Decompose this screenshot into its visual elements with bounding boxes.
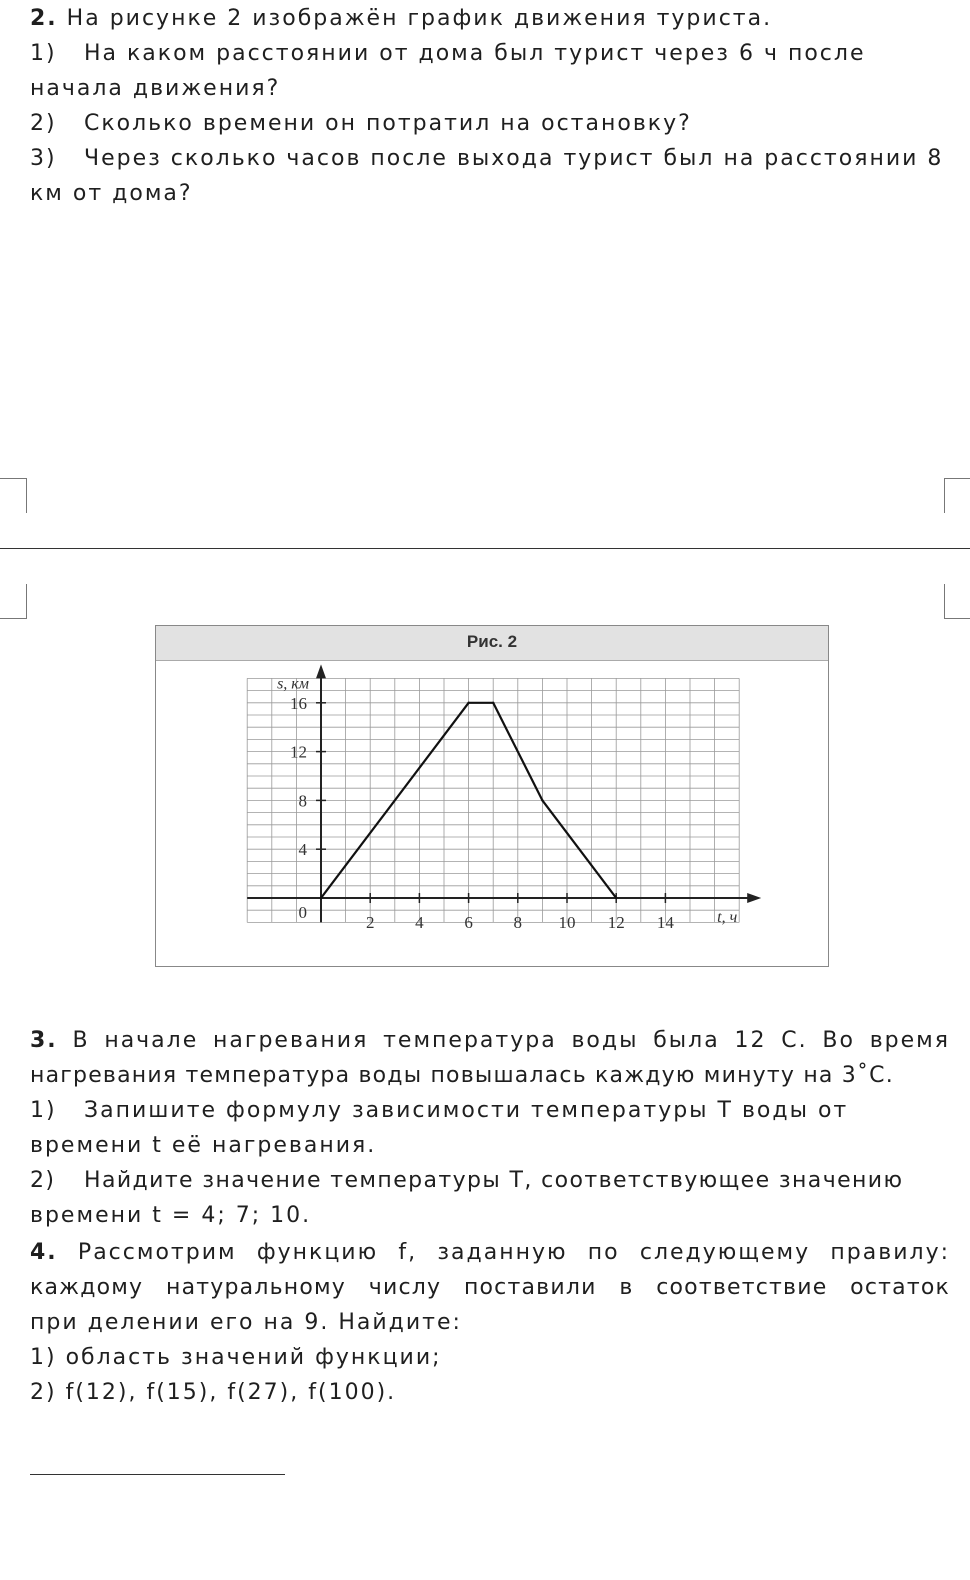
page-corner-top-left — [0, 584, 27, 619]
task3-q2-number: 2) — [30, 1168, 56, 1193]
x-tick-label: 4 — [415, 913, 424, 932]
task4-number: 4. — [30, 1240, 58, 1265]
task3-text1: В начале нагревания температура воды была 12 С. Во время — [72, 1028, 950, 1053]
task3-number: 3. — [30, 1028, 58, 1053]
task3-line2: нагревания температура воды повышалась каждую минуту на 3˚С. — [30, 1063, 894, 1088]
task3-q1-continued: времени t её нагревания. — [30, 1133, 377, 1158]
page-separator — [0, 548, 970, 549]
x-tick-label: 10 — [558, 913, 576, 932]
task3-line1 — [30, 1026, 950, 1056]
series-point — [467, 702, 469, 704]
task3-q2-line — [30, 1166, 950, 1196]
figure-2 — [155, 625, 829, 967]
task2-q3-number: 3) — [30, 146, 57, 171]
x-tick-label: 12 — [607, 913, 625, 932]
task2-q1-continued: начала движения? — [30, 76, 281, 101]
task2-number: 2. — [30, 6, 58, 31]
distance-time-chart — [156, 626, 828, 966]
task3-q2-text: Найдите значение температуры T, соответствующее значению — [84, 1168, 904, 1193]
y-tick-label: 12 — [290, 742, 307, 762]
task4-line1 — [30, 1238, 950, 1268]
task3-q1-text: Запишите формулу зависимости температуры T воды от — [84, 1098, 849, 1123]
task2-q1-line — [30, 39, 950, 69]
origin-label: 0 — [298, 903, 307, 922]
task3-q1-line — [30, 1096, 950, 1126]
series-point — [492, 702, 494, 704]
footnote-rule — [30, 1474, 285, 1475]
task4-line2: каждому натуральному числу поставили в соответствие остаток — [30, 1275, 950, 1300]
x-axis-label: t, ч — [717, 909, 738, 926]
task2-q3-text: Через сколько часов после выхода турист был на расстоянии 8 — [84, 146, 944, 171]
page-corner-bottom-right — [944, 478, 970, 513]
y-axis-arrow — [316, 664, 326, 678]
task2-title: На рисунке 2 изображён график движения туриста. — [66, 6, 773, 31]
task2-q2-line — [30, 109, 950, 139]
task4-line3: при делении его на 9. Найдите: — [30, 1310, 462, 1335]
task2-q1-number: 1) — [30, 41, 57, 66]
task3-q2-continued: времени t = 4; 7; 10. — [30, 1203, 312, 1228]
page-corner-bottom-left — [0, 478, 27, 513]
x-tick-label: 6 — [464, 913, 473, 932]
x-tick-label: 14 — [656, 913, 674, 932]
y-axis-label: s, км — [277, 675, 309, 693]
series-point — [541, 799, 543, 801]
page-corner-top-right — [944, 584, 970, 619]
task2-q3-continued: км от дома? — [30, 181, 193, 206]
figure-caption: Рис. 2 — [466, 632, 518, 651]
task2-q2-text: Сколько времени он потратил на остановку? — [84, 111, 692, 136]
x-tick-label: 8 — [513, 913, 523, 932]
task2-q1-text: На каком расстоянии от дома был турист через 6 ч после — [84, 41, 866, 66]
y-tick-label: 4 — [298, 840, 307, 860]
y-tick-label: 16 — [290, 693, 307, 713]
x-axis-arrow — [747, 893, 761, 903]
task4-q1: 1) область значений функции; — [30, 1345, 442, 1370]
series-point — [320, 897, 322, 899]
task2-title-line — [30, 4, 950, 34]
task4-text1: Рассмотрим функцию f, заданную по следующему правилу: — [77, 1240, 950, 1265]
task2-q3-line — [30, 144, 950, 174]
series-point — [615, 897, 617, 899]
task2-q2-number: 2) — [30, 111, 57, 136]
y-tick-label: 8 — [298, 791, 307, 811]
task4-q2: 2) f(12), f(15), f(27), f(100). — [30, 1380, 397, 1405]
task3-q1-number: 1) — [30, 1098, 57, 1123]
x-tick-label: 2 — [365, 913, 375, 932]
